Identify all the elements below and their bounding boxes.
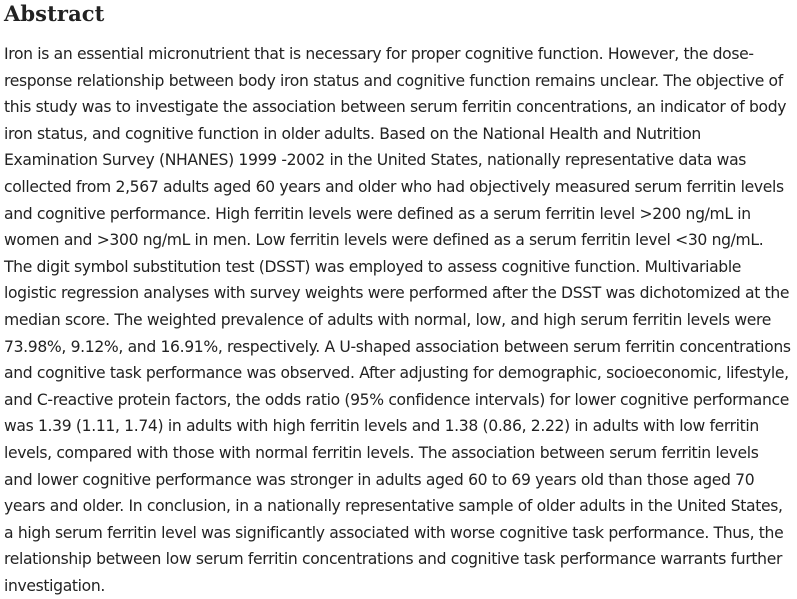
abstract-body: Iron is an essential micronutrient that is necessary for proper cognitive function. However, the dose-response relationship between body iron status and cognitive function remains unclear. The objective of this study was to investigate the association between serum ferritin concentrations, an indicator of body iron status, and cognitive function in older adults. Based on the National Health and Nutrition Examination Survey (NHANES) 1999 -2002 in the United States, nationally representative data was collected from 2,567 adults aged 60 years and older who had objectively measured serum ferritin levels and cognitive performance. High ferritin levels were defined as a serum ferritin level >200 ng/mL in women and >300 ng/mL in men. Low ferritin levels were defined as a serum ferritin level <30 ng/mL. The digit symbol substitution test (DSST) was employed to assess cognitive function. Multivariable logistic regression analyses with survey weights were performed after the DSST was dichotomized at the median score. The weighted prevalence of adults with normal, low, and high serum ferritin levels were 73.98%, 9.12%, and 16.91%, respectively. A U-shaped association between serum ferritin concentrations and cognitive task performance was observed. After adjusting for demographic, socioeconomic, lifestyle, and C-reactive protein factors, the odds ratio (95% confidence intervals) for lower cognitive performance was 1.39 (1.11, 1.74) in adults with high ferritin levels and 1.38 (0.86, 2.22) in adults with low ferritin levels, compared with those with normal ferritin levels. The association between serum ferritin levels and lower cognitive performance was stronger in adults aged 60 to 69 years old than those aged 70 years and older. In conclusion, in a nationally representative sample of older adults in the United States, a high serum ferritin level was significantly associated with worse cognitive task performance. Thus, the relationship between low serum ferritin concentrations and cognitive task performance warrants further investigation. <box>4 45 791 595</box>
abstract-heading: Abstract <box>4 1 105 26</box>
